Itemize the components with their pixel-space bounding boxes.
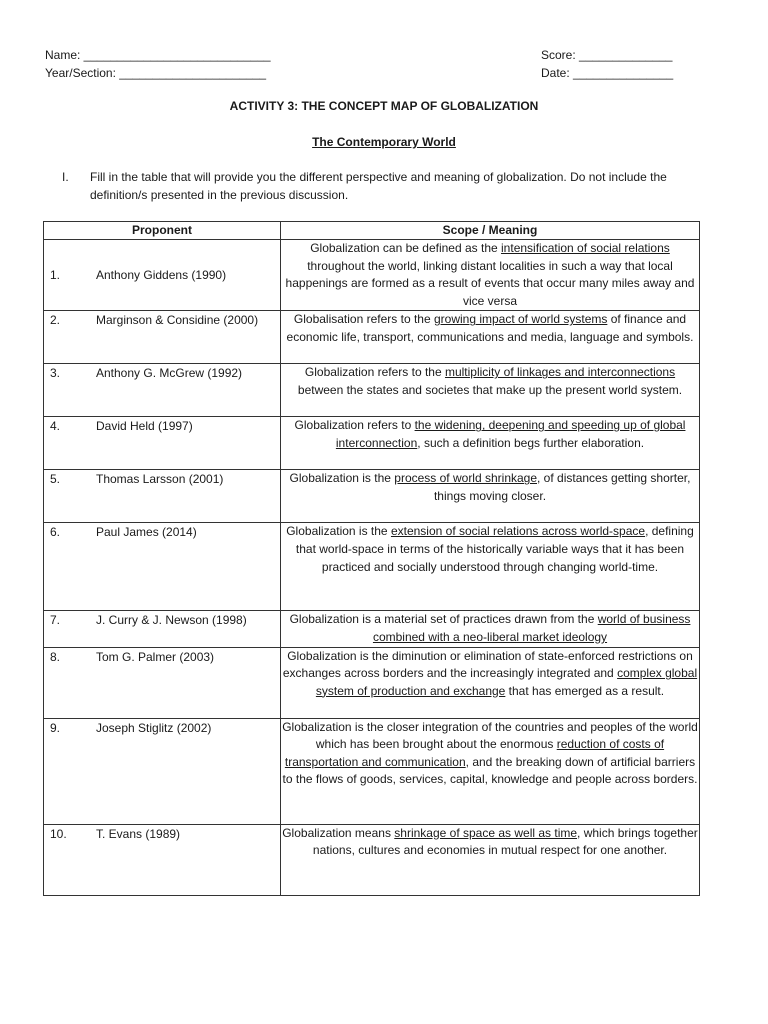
row-number: 1. <box>50 268 61 282</box>
table-row <box>44 647 700 718</box>
meaning-cell <box>281 647 700 718</box>
meaning-key-phrase: shrinkage of space as well as time <box>394 825 578 840</box>
meaning-text: Globalization is the <box>289 471 395 486</box>
meaning-cell <box>281 718 700 824</box>
meaning-text: , such a definition begs further elaboration. <box>417 435 645 450</box>
meaning-text: , of distances getting shorter, things moving closer. <box>433 471 691 503</box>
proponent-name: Tom G. Palmer (2003) <box>96 649 215 664</box>
proponent-cell <box>44 523 281 611</box>
proponent-header: Proponent <box>44 222 281 240</box>
meaning-key-phrase: extension of social relations across world-space <box>390 524 646 539</box>
row-number: 4. <box>50 419 61 434</box>
proponent-cell <box>44 718 281 824</box>
proponent-name: Thomas Larsson (2001) <box>96 472 224 487</box>
meaning-key-phrase: the widening, deepening and speeding up of global interconnection <box>335 418 686 450</box>
meaning-cell <box>281 240 700 311</box>
meaning-text: , and the breaking down of artificial barriers to the flows of goods, services, capital, knowledge and people across borders. <box>282 754 698 787</box>
meaning-key-phrase: growing impact of world systems <box>433 312 608 327</box>
proponent-name: Paul James (2014) <box>96 525 197 540</box>
proponent-name: David Held (1997) <box>96 419 193 434</box>
meaning-text: Globalisation refers to the <box>293 312 434 327</box>
meaning-text: , which brings together nations, cultures and economies in mutual respect for one another. <box>312 825 698 858</box>
row-number: 2. <box>50 313 61 328</box>
meaning-key-phrase: process of world shrinkage <box>394 471 538 486</box>
meaning-key-phrase: reduction of costs of transportation and communication <box>284 737 665 769</box>
meaning-text: that has emerged as a result. <box>505 683 665 698</box>
meaning-text: Globalization refers to the <box>304 365 445 380</box>
table-body <box>44 240 700 896</box>
meaning-key-phrase: complex global system of production and exchange <box>315 666 698 698</box>
instruction <box>62 169 722 204</box>
row-number: 7. <box>50 613 61 628</box>
date-field: Date: _______________ <box>541 66 674 80</box>
row-number: 3. <box>50 366 61 381</box>
meaning-key-phrase: multiplicity of linkages and interconnections <box>444 365 676 380</box>
meaning-text: Globalization means <box>282 825 395 840</box>
meaning-text: Globalization is the <box>286 524 391 539</box>
proponent-name: Marginson & Considine (2000) <box>96 313 259 328</box>
meaning-cell <box>281 824 700 895</box>
concept-map-table <box>43 221 700 896</box>
table-row <box>44 523 700 611</box>
proponent-cell <box>44 417 281 470</box>
table-row <box>44 470 700 523</box>
proponent-name: T. Evans (1989) <box>96 826 181 841</box>
activity-title: ACTIVITY 3: THE CONCEPT MAP OF GLOBALIZATION <box>229 99 539 113</box>
meaning-text: of finance and economic life, transport, communications and media, language and symbols. <box>286 312 694 344</box>
proponent-name: Joseph Stiglitz (2002) <box>96 720 212 735</box>
meaning-text: between the states and societes that make up the present world system. <box>297 382 683 397</box>
name-field: Name: ____________________________ <box>45 48 271 62</box>
table-row <box>44 240 700 311</box>
meaning-cell <box>281 470 700 523</box>
row-number: 5. <box>50 472 61 487</box>
proponent-cell <box>44 311 281 364</box>
proponent-cell <box>44 611 281 647</box>
row-number: 9. <box>50 720 61 735</box>
proponent-name: Anthony Giddens (1990) <box>96 268 227 282</box>
meaning-key-phrase: intensification of social relations <box>501 241 670 255</box>
meaning-text: Globalization can be defined as the <box>310 241 502 255</box>
activity-subtitle: The Contemporary World <box>312 135 456 149</box>
table-row <box>44 417 700 470</box>
meaning-cell <box>281 611 700 647</box>
meaning-text: Globalization is a material set of practices drawn from the <box>289 612 598 627</box>
proponent-cell <box>44 240 281 311</box>
row-number: 10. <box>50 826 67 841</box>
instruction-text: Fill in the table that will provide you the different perspective and meaning of globalization. Do not include the definition/s presented in the previous discussion. <box>90 170 667 202</box>
proponent-cell <box>44 470 281 523</box>
meaning-text: throughout the world, linking distant localities in such a way that local happenings are formed as a result of events that occur many miles away and vice versa <box>285 258 695 308</box>
table-row <box>44 311 700 364</box>
meaning-key-phrase: world of business combined with a neo-liberal market ideology <box>372 612 691 644</box>
proponent-name: J. Curry & J. Newson (1998) <box>96 613 247 628</box>
table-row <box>44 611 700 647</box>
meaning-text: Globalization refers to <box>294 418 415 433</box>
table-row <box>44 718 700 824</box>
proponent-cell <box>44 647 281 718</box>
table-row <box>44 824 700 895</box>
meaning-text: , defining that world-space in terms of the historically variable ways that it has been practiced and socially understood through changing world-time. <box>295 524 694 574</box>
row-number: 8. <box>50 649 61 664</box>
score-field: Score: ______________ <box>541 48 673 62</box>
meaning-cell <box>281 417 700 470</box>
proponent-cell <box>44 824 281 895</box>
table-row <box>44 364 700 417</box>
meaning-header: Scope / Meaning <box>281 222 700 240</box>
meaning-cell <box>281 364 700 417</box>
meaning-text: Globalization is the closer integration of the countries and peoples of the world which has been brought about the enormous <box>282 719 698 752</box>
table-header-row <box>44 222 700 240</box>
meaning-cell <box>281 523 700 611</box>
proponent-name: Anthony G. McGrew (1992) <box>96 366 243 381</box>
year-section-field: Year/Section: ______________________ <box>45 66 267 80</box>
row-number: 6. <box>50 525 61 540</box>
meaning-cell <box>281 311 700 364</box>
meaning-text: Globalization is the diminution or elimination of state-enforced restrictions on exchanges across borders and the increasingly integrated and <box>282 648 693 681</box>
proponent-cell <box>44 364 281 417</box>
instruction-number: I. <box>62 170 69 184</box>
